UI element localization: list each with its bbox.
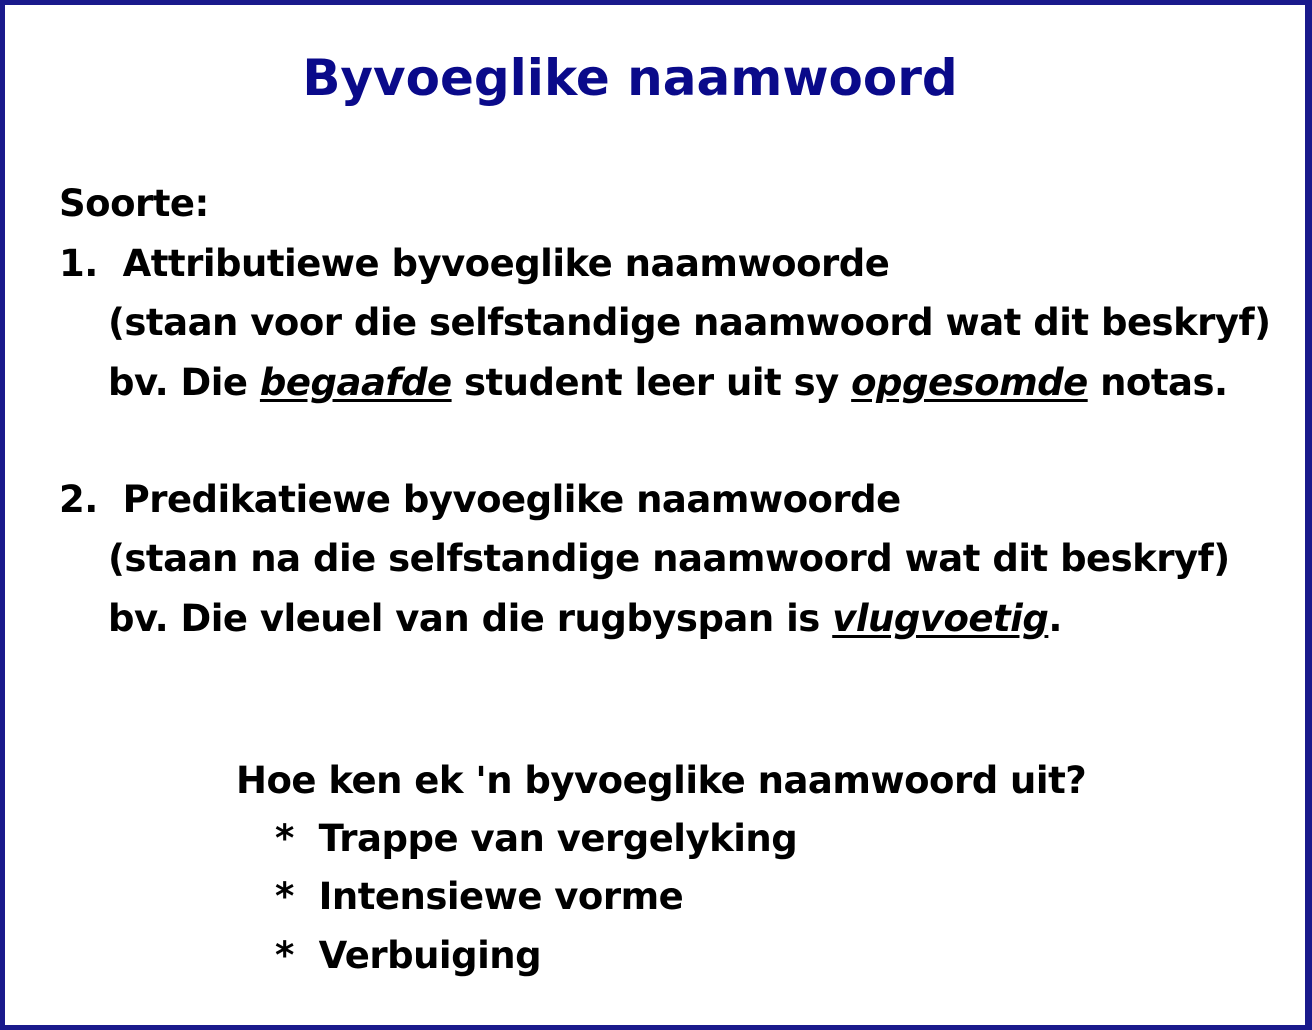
type-2-heading-line [59,478,901,521]
type-1-heading: Attributiewe byvoeglike naamwoorde [122,242,890,285]
type-1-example-suffix: notas. [1087,361,1228,404]
type-1-heading-line [59,242,889,285]
type-2-example [108,597,1062,640]
type-1-explanation: (staan voor die selfstandige naamwoord wat dit beskryf) [108,301,1271,344]
type-2-explanation: (staan na die selfstandige naamwoord wat dit beskryf) [108,537,1230,580]
type-1-number: 1. [59,242,98,285]
bullet-symbol: * [275,817,294,860]
bullet-text-2: Intensiewe vorme [318,875,684,918]
type-1-example-middle: student leer uit sy [451,361,852,404]
type-2-number: 2. [59,478,98,521]
bullet-item-2 [275,875,683,918]
bullet-symbol: * [275,875,294,918]
type-2-example-prefix: bv. Die vleuel van die rugbyspan is [108,597,833,640]
question-line: Hoe ken ek 'n byvoeglike naamwoord uit? [236,759,1087,802]
type-1-example-prefix: bv. Die [108,361,260,404]
bullet-item-1 [275,817,797,860]
type-1-example-word-2: opgesomde [851,361,1088,404]
bullet-text-1: Trappe van vergelyking [318,817,798,860]
bullet-item-3 [275,934,541,977]
bullet-symbol: * [275,934,294,977]
slide-title: Byvoeglike naamwoord [302,49,958,107]
type-2-heading: Predikatiewe byvoeglike naamwoorde [122,478,901,521]
type-2-example-word-1: vlugvoetig [832,597,1049,640]
type-1-example-word-1: begaafde [259,361,452,404]
type-2-example-suffix: . [1048,597,1062,640]
type-1-example [108,361,1228,404]
bullet-text-3: Verbuiging [318,934,542,977]
soorte-label: Soorte: [59,182,209,225]
